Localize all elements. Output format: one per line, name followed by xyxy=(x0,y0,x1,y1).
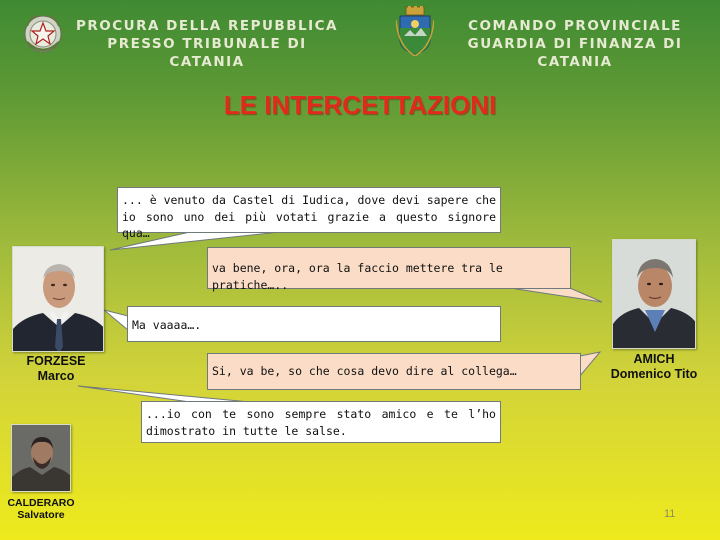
page-number: 11 xyxy=(664,508,676,520)
portrait-forzese-image xyxy=(13,247,104,352)
speech-bubble-2: va bene, ora, ora la faccio mettere tra le pratiche….. xyxy=(207,247,571,289)
photo-amich xyxy=(612,239,696,349)
speech-bubble-4: Si, va be, so che cosa devo dire al collega… xyxy=(207,353,581,390)
name-forzese-firstname: Marco xyxy=(37,369,75,383)
slide-title: LE INTERCETTAZIONI xyxy=(223,90,497,120)
photo-calderaro xyxy=(11,424,71,492)
name-calderaro-surname: CALDERARO xyxy=(7,497,75,509)
portrait-amich-image xyxy=(613,240,696,349)
tail-bubble-4 xyxy=(580,352,600,376)
speech-bubble-3: Ma vaaaa…. xyxy=(127,306,501,342)
tail-bubble-2 xyxy=(510,288,602,302)
header-left-line2: PRESSO TRIBUNALE DI CATANIA xyxy=(107,36,307,70)
name-amich xyxy=(598,352,710,382)
name-forzese xyxy=(10,354,102,384)
name-calderaro-firstname: Salvatore xyxy=(17,509,65,521)
speech-bubble-5: ...io con te sono sempre stato amico e te l’ho dimostrato in tutte le salse. xyxy=(141,401,501,443)
header-right-line1: COMANDO PROVINCIALE xyxy=(468,18,682,34)
name-amich-surname: AMICH xyxy=(633,352,675,366)
name-forzese-surname: FORZESE xyxy=(26,354,86,368)
portrait-calderaro-image xyxy=(12,425,71,492)
speech-bubble-1: ... è venuto da Castel di Iudica, dove devi sapere che io sono uno dei più votati grazie a questo signore qua… xyxy=(117,187,501,233)
tail-bubble-3 xyxy=(104,310,128,330)
name-calderaro xyxy=(0,497,82,521)
name-amich-firstname: Domenico Tito xyxy=(610,367,698,381)
header-right-line2: GUARDIA DI FINANZA DI CATANIA xyxy=(467,36,683,70)
photo-forzese xyxy=(12,246,104,352)
header-left-line1: PROCURA DELLA REPUBBLICA xyxy=(76,18,338,34)
